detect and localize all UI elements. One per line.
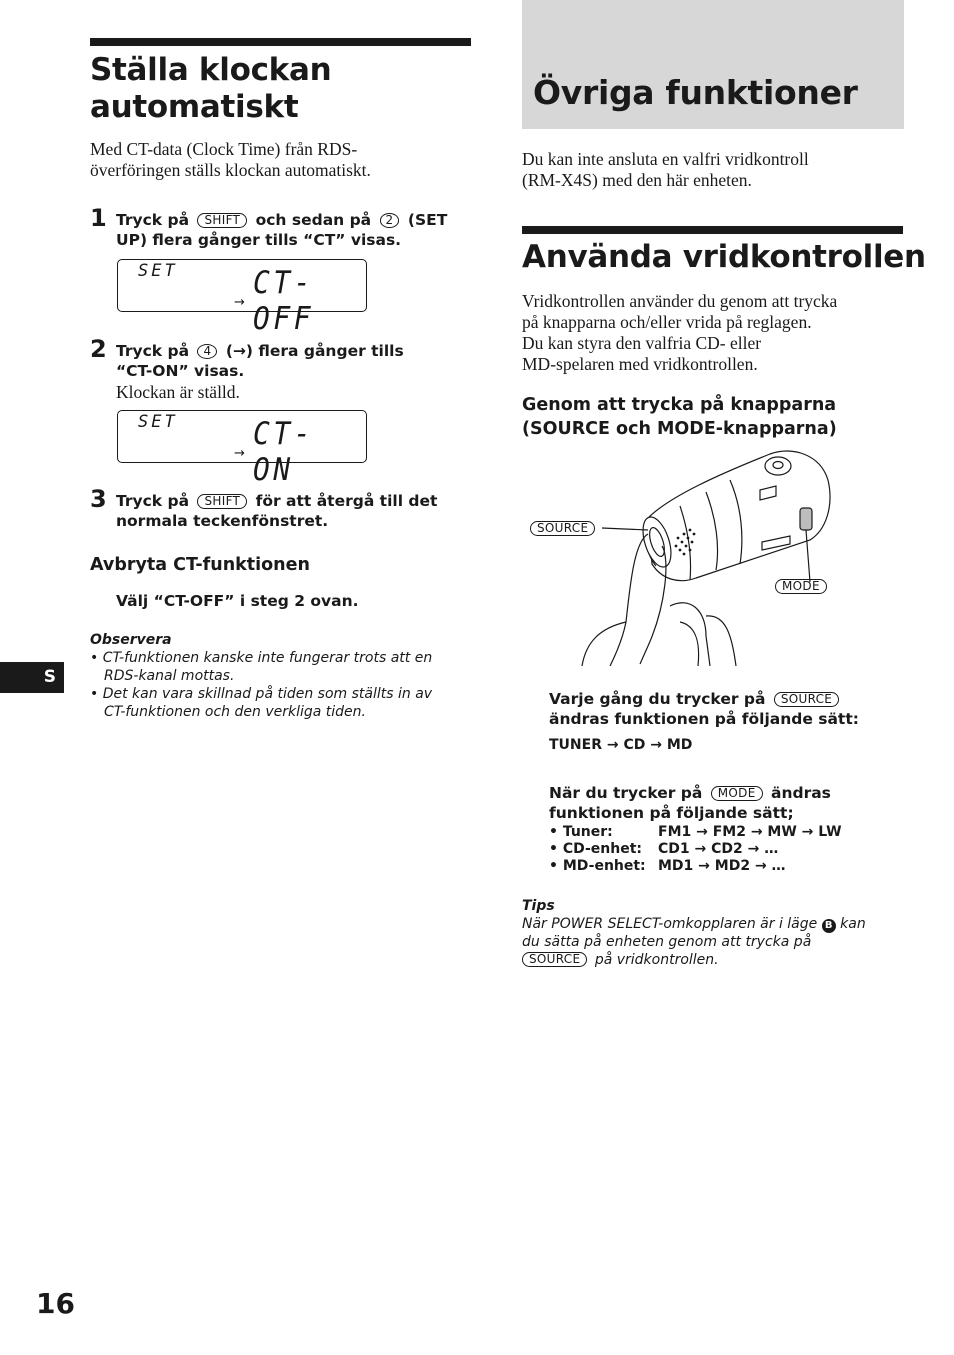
position-b-badge: B <box>822 919 836 933</box>
mode-item-md <box>549 858 904 875</box>
observe-item-1-line2: RDS-kanal mottas. <box>104 668 235 684</box>
source-callout: SOURCE <box>530 521 595 536</box>
mode-item-tuner <box>549 824 904 841</box>
left-intro <box>90 139 471 181</box>
left-intro-line2: överföringen ställs klockan automatiskt. <box>90 160 371 180</box>
step3-pre: Tryck på <box>116 492 190 510</box>
source-pre: Varje gång du trycker på <box>549 690 766 708</box>
display1-set: SET <box>138 261 178 281</box>
rotary-commander-illustration <box>530 446 840 666</box>
left-page-title <box>90 52 471 126</box>
sub-heading-line1: Genom att trycka på knapparna <box>522 395 837 415</box>
right-page-title: Övriga funktioner <box>533 73 858 112</box>
sub-heading <box>522 393 904 441</box>
display1-ct-off: CT-OFF <box>253 265 315 337</box>
mode-item-cd <box>549 841 904 858</box>
section-line3: Du kan styra den valfria CD- eller <box>522 333 762 353</box>
observe-item-1 <box>90 649 475 685</box>
mode-item-tuner-value: FM1 → FM2 → MW → LW <box>658 824 842 840</box>
display-ct-off <box>117 259 367 337</box>
mode-post: ändras <box>770 784 831 802</box>
display1-arrow: → <box>234 295 245 310</box>
source-key: SOURCE <box>522 952 587 967</box>
step2-number: 2 <box>90 335 107 363</box>
step1-mid: och sedan på <box>255 211 372 229</box>
source-paragraph <box>549 689 904 729</box>
step3-number: 3 <box>90 485 107 513</box>
mode-key: MODE <box>711 786 763 801</box>
page-number: 16 <box>36 1287 75 1320</box>
section-line2: på knapparna och/eller vrida på reglagen. <box>522 312 812 332</box>
tips-note <box>522 897 904 969</box>
section-line1: Vridkontrollen använder du genom att trycka <box>522 291 838 311</box>
mode-paragraph <box>549 783 904 823</box>
step2-post: (→) flera gånger tills <box>225 342 404 360</box>
step2-line2: “CT-ON” visas. <box>116 362 245 380</box>
key-4: 4 <box>197 344 217 359</box>
section-title: Använda vridkontrollen <box>522 239 926 275</box>
observe-heading: Observera <box>90 632 172 648</box>
language-tab: S <box>0 662 64 693</box>
step3-post: för att återgå till det <box>255 492 438 510</box>
source-key: SOURCE <box>774 692 839 707</box>
step3-line2: normala teckenfönstret. <box>116 512 329 530</box>
display-ct-on <box>117 410 367 488</box>
section-body <box>522 291 904 375</box>
tips-line1-post: kan <box>840 916 866 932</box>
left-intro-line1: Med CT-data (Clock Time) från RDS- <box>90 139 358 159</box>
key-2: 2 <box>380 213 400 228</box>
tips-line3 <box>522 951 904 969</box>
section-rule <box>522 226 903 234</box>
mode-pre: När du trycker på <box>549 784 703 802</box>
step1-line2: UP) flera gånger tills “CT” visas. <box>116 231 402 249</box>
observe-item-2 <box>90 685 475 721</box>
tips-heading: Tips <box>522 898 555 914</box>
right-intro <box>522 149 904 191</box>
mode-item-cd-label: • CD-enhet: <box>549 841 643 857</box>
observe-note <box>90 631 475 721</box>
cancel-text: Välj “CT-OFF” i steg 2 ovan. <box>116 592 359 610</box>
left-title-rule <box>90 38 471 46</box>
shift-key: SHIFT <box>197 213 247 228</box>
mode-item-tuner-label: • Tuner: <box>549 824 613 840</box>
source-sequence: TUNER → CD → MD <box>549 737 693 753</box>
step2-pre: Tryck på <box>116 342 190 360</box>
observe-item-2-line2: CT-funktionen och den verkliga tiden. <box>104 704 366 720</box>
mode-list <box>549 824 904 875</box>
step3-text <box>116 491 476 531</box>
left-title-line1: Ställa klockan <box>90 52 332 88</box>
tips-line3-post: på vridkontrollen. <box>594 952 719 968</box>
mode-item-md-value: MD1 → MD2 → … <box>658 858 786 874</box>
cancel-heading: Avbryta CT-funktionen <box>90 555 310 575</box>
step1-post: (SET <box>407 211 448 229</box>
tips-line2: du sätta på enheten genom att trycka på <box>522 934 812 950</box>
mode-line2: funktionen på följande sätt; <box>549 804 794 822</box>
step2-result: Klockan är ställd. <box>116 382 240 402</box>
mode-item-cd-value: CD1 → CD2 → … <box>658 841 779 857</box>
section-line4: MD-spelaren med vridkontrollen. <box>522 354 758 374</box>
display2-ct-on: CT-ON <box>253 416 315 488</box>
tips-line1-pre: När POWER SELECT-omkopplaren är i läge <box>522 916 818 932</box>
observe-item-1-line1: • CT-funktionen kanske inte fungerar trots att en <box>90 650 433 666</box>
shift-key: SHIFT <box>197 494 247 509</box>
right-intro-line2: (RM-X4S) med den här enheten. <box>522 170 752 190</box>
display2-arrow: → <box>234 446 245 461</box>
step1-pre: Tryck på <box>116 211 190 229</box>
source-line2: ändras funktionen på följande sätt: <box>549 710 859 728</box>
step1-number: 1 <box>90 204 107 232</box>
observe-item-2-line1: • Det kan vara skillnad på tiden som ställts in av <box>90 686 433 702</box>
display2-set: SET <box>138 412 178 432</box>
step1-text <box>116 210 476 250</box>
step2-text <box>116 341 476 402</box>
right-intro-line1: Du kan inte ansluta en valfri vridkontroll <box>522 149 809 169</box>
sub-heading-line2: (SOURCE och MODE-knapparna) <box>522 419 837 439</box>
mode-callout: MODE <box>775 579 827 594</box>
mode-item-md-label: • MD-enhet: <box>549 858 646 874</box>
tips-line1 <box>522 915 904 933</box>
left-title-line2: automatiskt <box>90 89 299 125</box>
